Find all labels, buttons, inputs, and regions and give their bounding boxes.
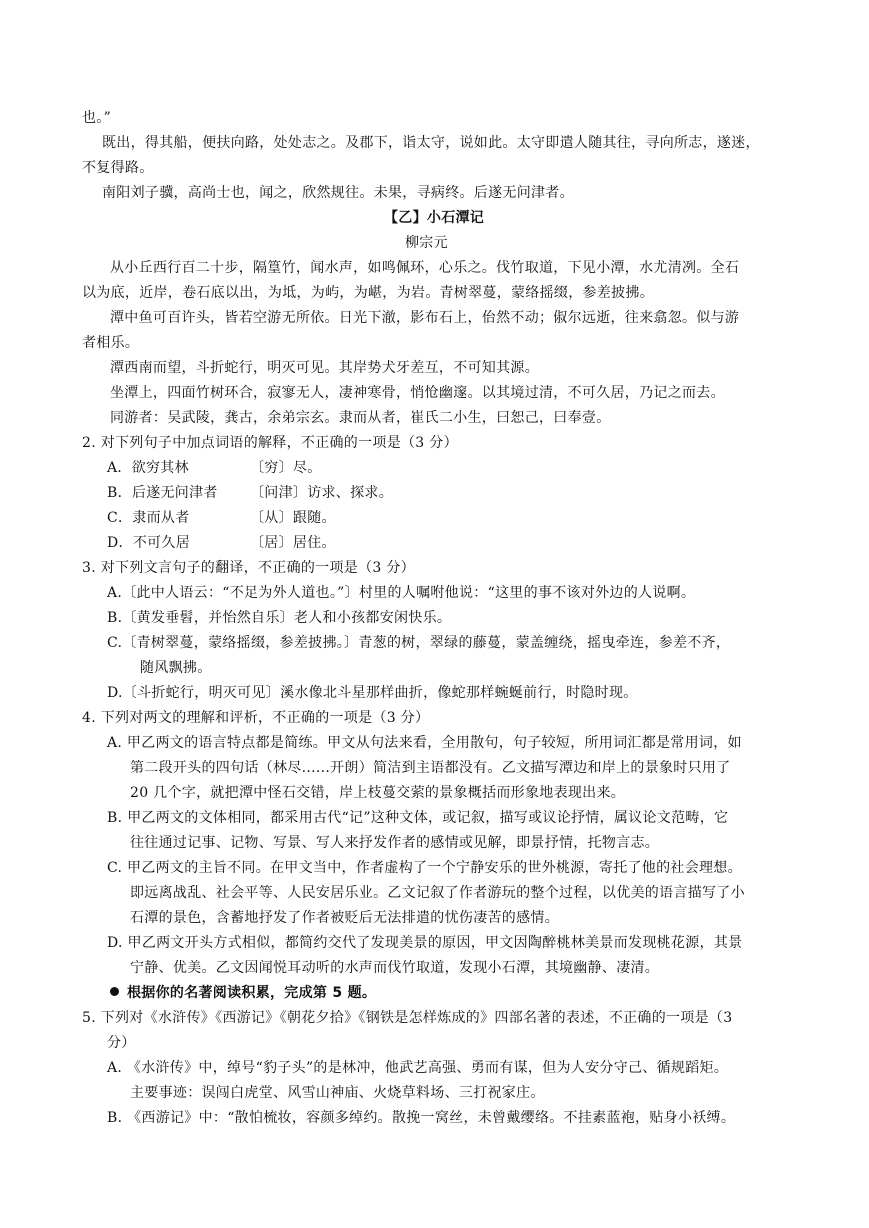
question-3-option-c: C.〔青树翠蔓，蒙络摇缀，参差披拂。〕青葱的树，翠绿的藤蔓，蒙盖缠绕，摇曳牵连，参差不齐， [107,635,731,651]
question-5-option-a-cont: 主要事迹：误闯白虎堂、风雪山神庙、火烧草料场、三打祝家庄。 [130,1085,545,1101]
question-4-option-d: D. 甲乙两文开头方式相似，都简约交代了发现美景的原因，甲文因陶醉桃林美景而发现桃花源，其景 [107,935,743,951]
question-5-stem-cont: 分） [107,1035,136,1051]
passage-yi-line: 以为底，近岸，卷石底以出，为坻，为屿，为嵁，为岩。青树翠蔓，蒙络摇缀，参差披拂。 [82,285,654,301]
question-2-option-d-gloss: 〔居〕居住。 [250,535,336,551]
question-4-option-a-cont: 20 几个字，就把潭中怪石交错，岸上枝蔓交萦的景象概括而形象地表现出来。 [130,785,626,801]
section-heading [110,981,376,1005]
question-3-option-d: D.〔斗折蛇行，明灭可见〕溪水像北斗星那样曲折，像蛇那样蜿蜒前行，时隐时现。 [107,685,638,701]
question-2-option-a: A．欲穷其林 [107,460,189,476]
question-4-option-c-cont: 石潭的景色，含蓄地抒发了作者被贬后无法排遣的忧伤凄苦的感情。 [130,910,559,926]
question-4-option-c-cont: 即远离战乱、社会平等、人民安居乐业。乙文记叙了作者游玩的整个过程，以优美的语言描写了小 [130,885,745,901]
question-2-option-a-gloss: 〔穷〕尽。 [250,460,322,476]
question-4-option-b: B. 甲乙两文的文体相同，都采用古代“记”这种文体，或记叙，描写或议论抒情，属议论文范畴，它 [107,810,729,826]
section-heading-text: 根据你的名著阅读积累，完成第 5 题。 [127,985,377,1001]
passage-jia-line: 既出，得其船，便扶向路，处处志之。及郡下，诣太守，说如此。太守即遣人随其往，寻向所志，遂迷， [102,135,760,151]
question-3-stem: 3. 对下列文言句子的翻译，不正确的一项是（3 分） [82,560,415,576]
question-3-option-b: B.〔黄发垂髫，并怡然自乐〕老人和小孩都安闲快乐。 [107,610,452,626]
question-4-option-a-cont: 第二段开头的四句话（林尽......开朗）简洁到主语都没有。乙文描写潭边和岸上的景象时只用了 [130,760,731,776]
question-3-option-a: A.〔此中人语云：“不足为外人道也。”〕村里的人嘱咐他说：“这里的事不该对外边的人说啊。 [107,585,696,601]
question-2-option-b-gloss: 〔问津〕访求、探求。 [250,485,393,501]
passage-jia-line: 不复得路。 [82,160,154,176]
question-2-option-c: C．隶而从者 [107,510,190,526]
passage-jia-line: 南阳刘子骥，高尚士也，闻之，欣然规往。未果，寻病终。后遂无问津者。 [102,185,574,201]
passage-yi-title: 【乙】小石潭记 [384,210,485,226]
question-5-option-b: B. 《西游记》中：“散怕梳妆，容颜多绰约。散挽一窝丝，未曾戴缨络。不挂素蓝袍，贴身小袄缚。 [107,1110,736,1126]
question-2-stem: 2. 对下列句子中加点词语的解释，不正确的一项是（3 分） [82,435,458,451]
question-5-option-a: A. 《水浒传》中，绰号“豹子头”的是林冲，他武艺高强、勇而有谋，但为人安分守己、循规蹈矩。 [107,1060,729,1076]
question-4-option-b-cont: 往往通过记事、记物、写景、写人来抒发作者的感情或见解，即景抒情，托物言志。 [130,835,660,851]
question-4-option-a: A. 甲乙两文的语言特点都是简练。甲文从句法来看，全用散句，句子较短，所用词汇都是常用词，如 [107,735,742,751]
question-2-option-c-gloss: 〔从〕跟随。 [250,510,336,526]
passage-yi-line: 者相乐。 [82,335,140,351]
question-4-stem: 4. 下列对两文的理解和评析，不正确的一项是（3 分） [82,710,430,726]
passage-yi-line: 潭西南而望，斗折蛇行，明灭可见。其岸势犬牙差互，不可知其源。 [110,360,539,376]
question-4-option-c: C. 甲乙两文的主旨不同。在甲文当中，作者虚构了一个宁静安乐的世外桃源，寄托了他的社会理想。 [107,860,742,876]
passage-jia-line: 也。” [82,110,112,126]
passage-yi-line: 同游者：吴武陵，龚古，余弟宗玄。隶而从者，崔氏二小生，曰恕己，曰奉壹。 [110,410,611,426]
bullet-icon [110,987,119,996]
question-4-option-d-cont: 宁静、优美。乙文因闻悦耳动听的水声而伐竹取道，发现小石潭，其境幽静、凄清。 [130,960,660,976]
question-2-option-b: B．后遂无问津者 [107,485,218,501]
question-5-stem: 5. 下列对《水浒传》《西游记》《朝花夕拾》《钢铁是怎样炼成的》四部名著的表述，不正确的一项是（3 [82,1010,733,1026]
question-2-option-d: D．不可久居 [107,535,191,551]
passage-yi-line: 从小丘西行百二十步，隔篁竹，闻水声，如鸣佩环，心乐之。伐竹取道，下见小潭，水尤清冽。全石 [110,260,740,276]
passage-yi-author: 柳宗元 [405,235,448,251]
passage-yi-line: 坐潭上，四面竹树环合，寂寥无人，凄神寒骨，悄怆幽邃。以其境过清，不可久居，乃记之而去。 [110,385,725,401]
passage-yi-line: 潭中鱼可百许头，皆若空游无所依。日光下澈，影布石上，佁然不动；俶尔远逝，往来翕忽。似与游 [110,310,740,326]
question-3-option-c-cont: 随风飘拂。 [140,660,212,676]
